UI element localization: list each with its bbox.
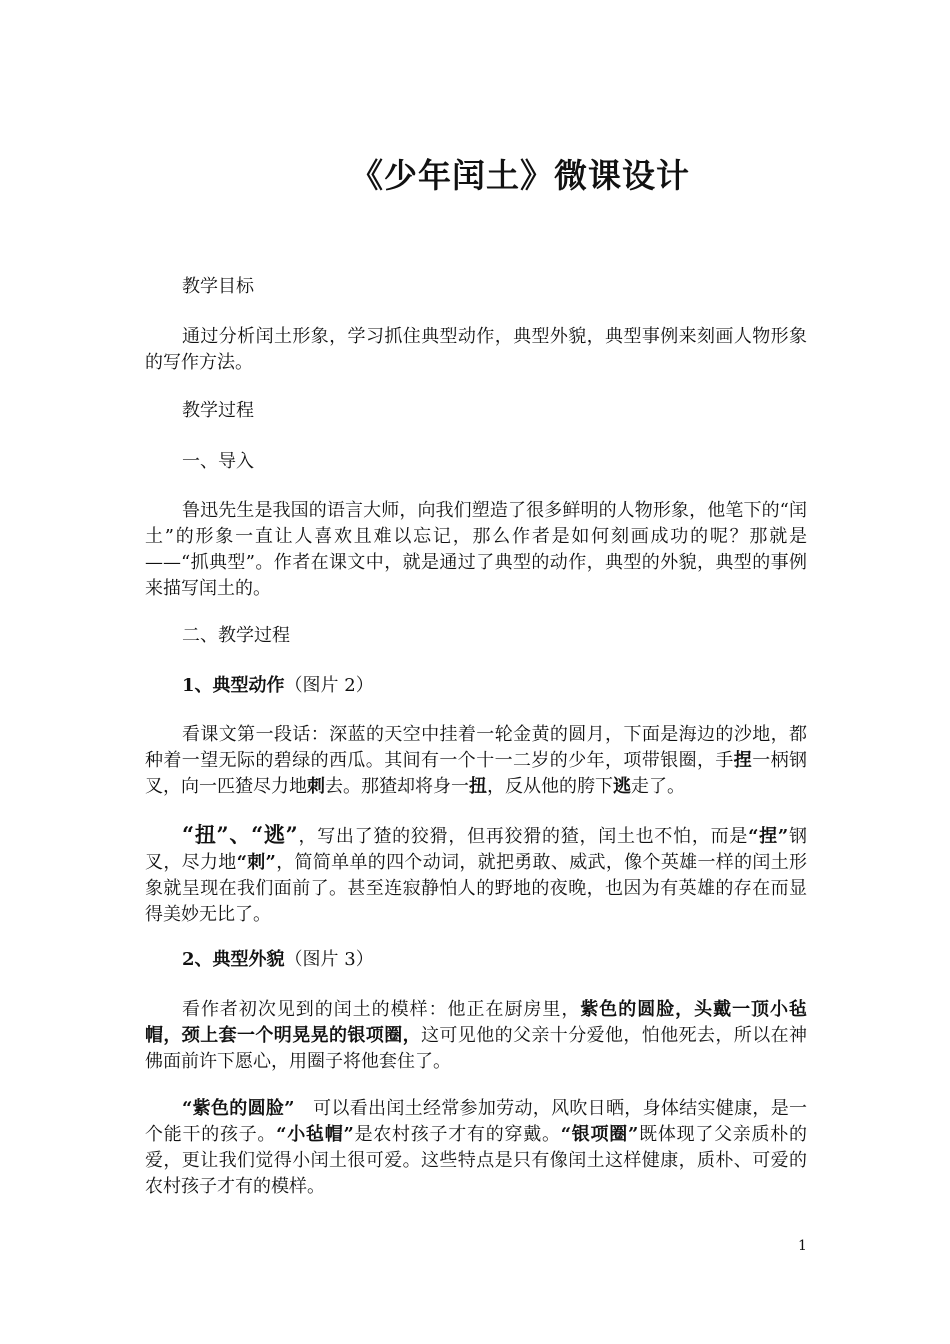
- text-run: ，写出了猹的狡猾，但再狡猾的猹，闰土也不怕，而是: [297, 826, 749, 847]
- document-title: 《少年闰土》微课设计: [350, 156, 690, 195]
- section-heading-bold: 典型外貌: [212, 949, 285, 970]
- keyword: 扭: [469, 776, 487, 797]
- keyword: 刺: [307, 776, 325, 797]
- keyword: 紫色的圆脸，头戴一顶小毡帽，颈上套一个明晃晃的银项圈，: [145, 999, 807, 1046]
- image-reference: （图片 3）: [284, 949, 374, 970]
- keyword: “扭”、“逃”: [182, 822, 298, 847]
- paragraph-appearance-text: [145, 997, 807, 1075]
- heading-teaching-process-2: 二、教学过程: [182, 625, 290, 646]
- section-number: 2、: [182, 949, 213, 970]
- text-run: 既体现了父亲质朴的爱，更让我们觉得小闰土很可爱。这些特点是只有像闰土这样健康，质朴、可爱的农村孩子才有的模样。: [145, 1124, 808, 1197]
- paragraph-appearance-analysis: [145, 1096, 807, 1200]
- paragraph-introduction: 鲁迅先生是我国的语言大师，向我们塑造了很多鲜明的人物形象，他笔下的“闰土”的形象一直让人喜欢且难以忘记，那么作者是如何刻画成功的呢？那就是——“抓典型”。作者在课文中，就是通过了典型的动作，典型的外貌，典型的事例来描写闰土的。: [145, 500, 807, 599]
- text-run: 是农村孩子才有的穿戴。: [353, 1124, 561, 1145]
- text-run: 可以看出闰土经常参加劳动，风吹日晒，身体结实健康，是一个能干的孩子。: [145, 1098, 807, 1145]
- heading-teaching-process: 教学过程: [182, 400, 254, 421]
- keyword: “刺”: [236, 852, 276, 873]
- text-run: 这可见他的父亲十分爱他，怕他死去，所以在神佛面前许下愿心，用圈子将他套住了。: [145, 1025, 807, 1072]
- image-reference: （图片 2）: [284, 675, 374, 696]
- page-number: 1: [798, 1238, 807, 1254]
- section-heading-typical-appearance: [145, 947, 807, 973]
- section-heading-bold: 典型动作: [212, 675, 285, 696]
- text-run: 去。那猹却将身一: [325, 776, 469, 797]
- text-run: 一柄钢叉，向一匹猹尽力地: [145, 750, 808, 797]
- text-run: ，反从他的胯下: [487, 776, 613, 797]
- keyword: “捏”: [748, 826, 789, 847]
- paragraph-action-analysis: [145, 822, 807, 928]
- section-heading-typical-action: [145, 673, 807, 699]
- paragraph-goal: 通过分析闰土形象，学习抓住典型动作，典型外貌，典型事例来刻画人物形象的写作方法。: [145, 326, 807, 373]
- text-run: 走了。: [631, 776, 685, 797]
- text-run: 看课文第一段话：深蓝的天空中挂着一轮金黄的圆月，下面是海边的沙地，都种着一望无际的碧绿的西瓜。其间有一个十一二岁的少年，项带银圈，手: [145, 724, 807, 771]
- section-number: 1、: [182, 675, 213, 696]
- paragraph-action-text: [145, 722, 807, 800]
- keyword: 逃: [613, 776, 631, 797]
- keyword: 捏: [733, 750, 753, 771]
- heading-teaching-goal: 教学目标: [182, 276, 254, 297]
- keyword: “银项圈”: [560, 1124, 639, 1145]
- text-run: 看作者初次见到的闰土的模样：他正在厨房里，: [182, 999, 581, 1020]
- keyword: “小毡帽”: [276, 1124, 354, 1145]
- text-run: ，简简单单的四个动词，就把勇敢、威武，像个英雄一样的闰土形象就呈现在我们面前了。甚至连寂静怕人的野地的夜晚，也因为有英雄的存在而显得美妙无比了。: [145, 852, 808, 925]
- keyword: “紫色的圆脸”: [182, 1098, 295, 1119]
- heading-introduction: 一、导入: [182, 451, 254, 472]
- text-run: 钢叉，尽力地: [145, 826, 808, 873]
